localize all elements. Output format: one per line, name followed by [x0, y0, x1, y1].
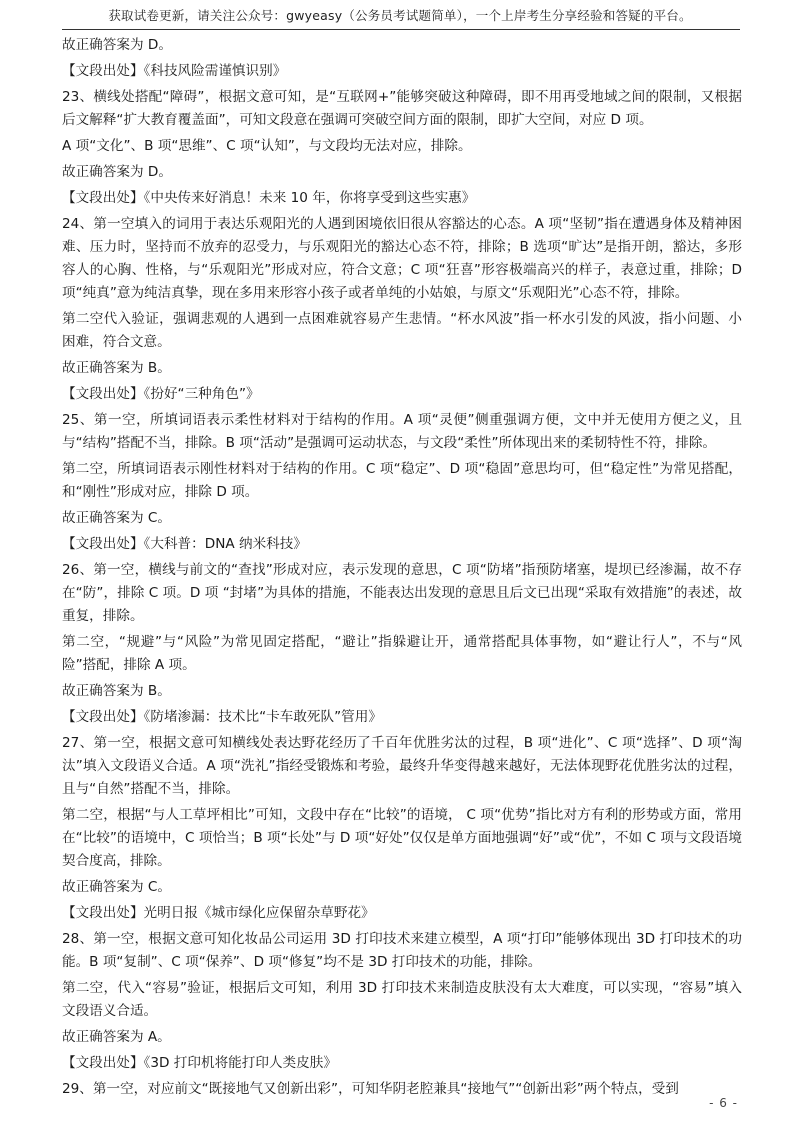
question-29-explanation: 29、第一空，对应前文“既接地气又创新出彩”，可知华阴老腔兼具“接地气”“创新出彩”两个特点，受到 — [62, 1081, 679, 1097]
source-line: 【文段出处】《大科普：DNA 纳米科技》 — [62, 536, 307, 552]
document-body — [62, 34, 742, 1104]
source-line: 【文段出处】《中央传来好消息！未来 10 年，你将享受到这些实惠》 — [62, 190, 476, 206]
source-line: 【文段出处】《科技风险需谨慎识别》 — [62, 63, 287, 79]
question-28-explanation: 28、第一空，根据文意可知化妆品公司运用 3D 打印技术来建立模型，A 项“打印”能够体现出 3D 打印技术的功能。B 项“复制”、C 项“保养”、D 项“修复”均不是 3D 打印技术的功能，排除。 — [62, 931, 742, 970]
question-25-second-blank: 第二空，所填词语表示刚性材料对于结构的作用。C 项“稳定”、D 项“稳固”意思均可，但“稳定性”为常见搭配，和“刚性”形成对应，排除 D 项。 — [62, 461, 742, 500]
answer-line: 故正确答案为 B。 — [62, 360, 171, 376]
question-27-explanation: 27、第一空，根据文意可知横线处表达野花经历了千百年优胜劣汰的过程，B 项“进化”、C 项“选择”、D 项“淘汰”填入文段语义合适。A 项“洗礼”指经受锻炼和考验，最终升华变得越来越好，无法体现野花优胜劣汰的过程，且与“自然”搭配不当，排除。 — [62, 735, 742, 797]
question-28-second-blank: 第二空，代入“容易”验证，根据后文可知，利用 3D 打印技术来制造皮肤没有太大难度，可以实现，“容易”填入文段语义合适。 — [62, 980, 742, 1019]
source-line: 【文段出处】《扮好“三种角色”》 — [62, 386, 260, 402]
source-line: 【文段出处】《3D 打印机将能打印人类皮肤》 — [62, 1055, 337, 1071]
page-number: - 6 - — [709, 1096, 738, 1110]
question-23-options: A 项“文化”、B 项“思维”、C 项“认知”，与文段均无法对应，排除。 — [62, 138, 472, 154]
question-26-second-blank: 第二空，“规避”与“风险”为常见固定搭配，“避让”指躲避让开，通常搭配具体事物，如“避让行人”，不与“风险”搭配，排除 A 项。 — [62, 634, 742, 673]
question-25-explanation: 25、第一空，所填词语表示柔性材料对于结构的作用。A 项“灵便”侧重强调方便，文中并无使用方便之义，且与“结构”搭配不当，排除。B 项“活动”是强调可运动状态，与文段“柔性”所体现出来的柔韧特性不符，排除。 — [62, 412, 742, 451]
question-27-second-blank: 第二空，根据“与人工草坪相比”可知，文段中存在“比较”的语境， C 项“优势”指比对方有利的形势或方面，常用在“比较”的语境中，C 项恰当；B 项“长处”与 D 项“好处”仅仅是单方面地强调“好”或“优”，不如 C 项与文段语境契合度高，排除。 — [62, 807, 742, 869]
source-line: 【文段出处】《防堵渗漏：技术比“卡车敢死队”管用》 — [62, 709, 382, 725]
answer-line: 故正确答案为 B。 — [62, 683, 171, 699]
question-26-explanation: 26、第一空，横线与前文的“查找”形成对应，表示发现的意思，C 项“防堵”指预防堵塞，堤坝已经渗漏，故不存在“防”，排除 C 项。D 项 “封堵”为具体的措施，不能表达出发现的意思且后文已出现“采取有效措施”的表述，故重复，排除。 — [62, 562, 742, 624]
answer-line: 故正确答案为 D。 — [62, 164, 172, 180]
question-23-explanation: 23、横线处搭配“障碍”，根据文意可知，是“互联网+”能够突破这种障碍，即不用再受地域之间的限制，又根据后文解释“扩大教育覆盖面”，可知文段意在强调可突破空间方面的限制，即扩大空间，对应 D 项。 — [62, 89, 742, 128]
header-divider — [62, 29, 740, 30]
answer-line: 故正确答案为 A。 — [62, 1029, 171, 1045]
page-header: 获取试卷更新，请关注公众号：gwyeasy（公务员考试题简单），一个上岸考生分享经验和答疑的平台。 — [108, 8, 692, 23]
question-24-second-blank: 第二空代入验证，强调悲观的人遇到一点困难就容易产生悲情。“杯水风波”指一杯水引发的风波，指小问题、小困难，符合文意。 — [62, 311, 742, 350]
answer-line: 故正确答案为 D。 — [62, 37, 172, 53]
source-line: 【文段出处】光明日报《城市绿化应保留杂草野花》 — [62, 905, 375, 921]
question-24-explanation: 24、第一空填入的词用于表达乐观阳光的人遇到困境依旧很从容豁达的心态。A 项“坚韧”指在遭遇身体及精神困难、压力时，坚持而不放弃的忍受力，与乐观阳光的豁达心态不符，排除；B 选项“旷达”是指开朗，豁达，多形容人的心胸、性格，与“乐观阳光”形成对应，符合文意；C 项“狂喜”形容极端高兴的样子，表意过重，排除；D 项“纯真”意为纯洁真挚，现在多用来形容小孩子或者单纯的小姑娘，与原文“乐观阳光”心态不符，排除。 — [62, 216, 742, 301]
answer-line: 故正确答案为 C。 — [62, 510, 171, 526]
answer-line: 故正确答案为 C。 — [62, 879, 171, 895]
